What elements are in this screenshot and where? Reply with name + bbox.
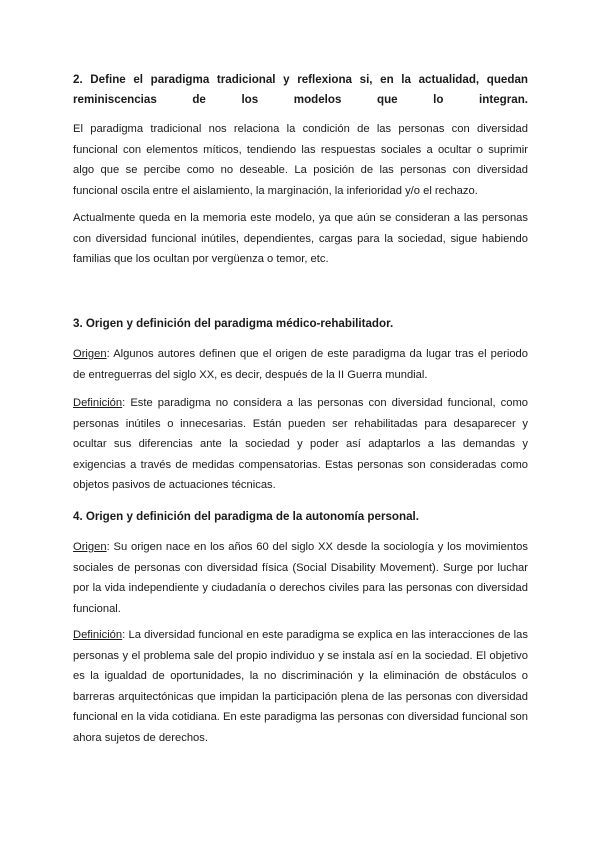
section-2-heading: 2. Define el paradigma tradicional y reflexiona si, en la actualidad, quedan reminiscencias de los modelos que lo integran. xyxy=(73,73,528,106)
section-3-definicion xyxy=(73,393,528,496)
definicion-text: : Este paradigma no considera a las personas con diversidad funcional, como personas inútiles o innecesarias. Están pueden ser rehabilitadas para desaparecer y ocultar sus diferencias ante la sociedad y poder así adaptarlos a las demandas y exigencias a través de medidas compensatorias. Estas personas son consideradas como objetos pasivos de actuaciones técnicas. xyxy=(73,397,528,492)
section-2-paragraph-1: El paradigma tradicional nos relaciona la condición de las personas con diversidad funcional con elementos míticos, tendiendo las respuestas sociales a ocultar o suprimir algo que se percibe como no deseable. La posición de las personas con diversidad funcional oscila entre el aislamiento, la marginación, la inferioridad y/o el rechazo. xyxy=(73,123,528,197)
origen-label: Origen xyxy=(73,541,107,553)
origen-text: : Su origen nace en los años 60 del siglo XX desde la sociología y los movimientos sociales de personas con diversidad física (Social Disability Movement). Surge por luchar por la vida independiente y ciudadanía o derechos civiles para las personas con diversidad funcional. xyxy=(73,541,528,615)
section-4-heading: 4. Origen y definición del paradigma de la autonomía personal. xyxy=(73,510,419,523)
section-4-definicion xyxy=(73,625,528,749)
section-3-heading: 3. Origen y definición del paradigma médico-rehabilitador. xyxy=(73,317,394,330)
section-2-paragraph-2: Actualmente queda en la memoria este modelo, ya que aún se consideran a las personas con diversidad funcional inútiles, dependientes, cargas para la sociedad, sigue habiendo familias que los ocultan por vergüenza o temor, etc. xyxy=(73,212,528,266)
section-3-origen xyxy=(73,344,528,385)
section-4-origen xyxy=(73,537,528,619)
definicion-label: Definición xyxy=(73,397,123,409)
definicion-label: Definición xyxy=(73,629,123,641)
origen-text: : Algunos autores definen que el origen de este paradigma da lugar tras el periodo de entreguerras del siglo XX, es decir, después de la II Guerra mundial. xyxy=(73,348,528,381)
origen-label: Origen xyxy=(73,348,107,360)
definicion-text: : La diversidad funcional en este paradigma se explica en las interacciones de las personas y el problema sale del propio individuo y se instala así en la sociedad. El objetivo es la igualdad de oportunidades, la no discriminación y la eliminación de obstáculos o barreras arquitectónicas que impidan la participación plena de las personas con diversidad funcional en la vida cotidiana. En este paradigma las personas con diversidad funcional son ahora sujetos de derechos. xyxy=(73,629,528,744)
